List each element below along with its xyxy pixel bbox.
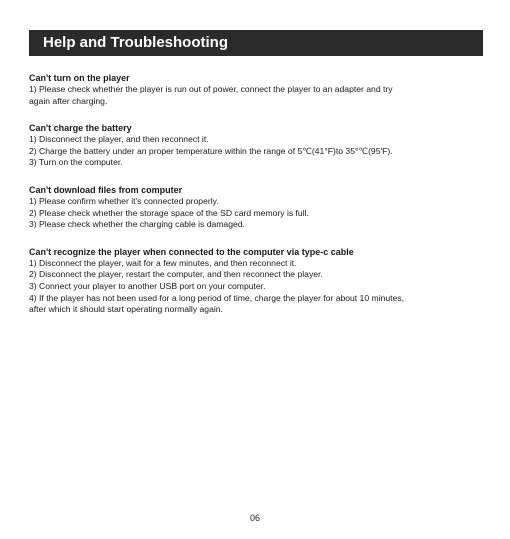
section-heading: Can't recognize the player when connected to the computer via type-c cable xyxy=(29,246,354,257)
section-text-line: 3) Connect your player to another USB port on your computer. xyxy=(29,280,266,291)
section-text-line: 3) Please check whether the charging cable is damaged. xyxy=(29,219,245,230)
troubleshooting-content xyxy=(29,72,483,331)
section-text-line: 1) Disconnect the player, and then reconnect it. xyxy=(29,134,209,145)
section-cant-charge-battery xyxy=(29,122,483,169)
section-heading: Can't charge the battery xyxy=(29,123,132,134)
section-text-line: 1) Disconnect the player, wait for a few minutes, and then reconnect it. xyxy=(29,257,297,268)
section-text-line: again after charging. xyxy=(29,95,108,106)
section-text-line: 1) Please confirm whether it's connected properly. xyxy=(29,195,219,206)
section-text-line: 1) Please check whether the player is run out of power, connect the player to an adapter and try xyxy=(29,84,393,94)
page-title: Help and Troubleshooting xyxy=(43,34,228,51)
section-text-line: 2) Charge the battery under an proper temperature within the range of 5℃(41°F)to 35°℃(95'F). xyxy=(29,145,393,156)
section-text-line: 4) If the player has not been used for a long period of time, charge the player for about 10 minutes, xyxy=(29,292,405,303)
section-cant-recognize-player xyxy=(29,246,483,316)
section-header-bar xyxy=(29,30,483,56)
page-number: 06 xyxy=(249,513,260,523)
section-heading: Can't turn on the player xyxy=(29,73,130,83)
section-text-line: 3) Turn on the computer. xyxy=(29,157,123,168)
section-text-line: 2) Please check whether the storage space of the SD card memory is full. xyxy=(29,207,309,218)
section-text-line: 2) Disconnect the player, restart the computer, and then reconnect the player. xyxy=(29,269,323,280)
section-cant-download-files xyxy=(29,184,483,231)
section-text-line: after which it should start operating normally again. xyxy=(29,304,223,315)
section-heading: Can't download files from computer xyxy=(29,184,183,195)
section-cant-turn-on xyxy=(29,72,483,107)
